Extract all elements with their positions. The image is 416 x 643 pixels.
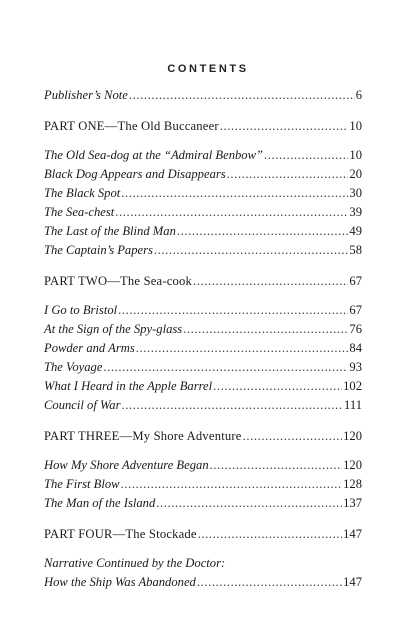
toc-chapter-page: 39	[349, 205, 362, 219]
toc-chapter[interactable]	[44, 475, 362, 494]
toc-chapter[interactable]	[44, 203, 362, 222]
toc-chapter[interactable]	[44, 456, 362, 475]
toc-part-one[interactable]	[44, 117, 362, 136]
toc-chapter-page: 20	[349, 167, 362, 181]
toc-chapter-page: 67	[349, 303, 362, 317]
toc-part-page: 10	[349, 119, 362, 133]
dot-leader	[210, 456, 342, 475]
dot-leader	[243, 427, 343, 446]
toc-chapter-page: 76	[349, 322, 362, 336]
toc-section-intro: Narrative Continued by the Doctor:	[44, 556, 226, 570]
toc-part-title: PART TWO—The Sea-cook	[44, 274, 193, 288]
toc-chapter-page: 84	[349, 341, 362, 355]
toc-chapter-title: How My Shore Adventure Began	[44, 458, 209, 472]
toc-chapter-page: 58	[349, 243, 362, 257]
toc-chapter[interactable]	[44, 165, 362, 184]
toc-chapter-title: At the Sign of the Spy-glass	[44, 322, 183, 336]
dot-leader	[227, 165, 349, 184]
dot-leader	[264, 146, 348, 165]
toc-chapter-title: The Black Spot	[44, 186, 121, 200]
dot-leader	[198, 525, 342, 544]
toc-chapter-title: The Captain’s Papers	[44, 243, 153, 257]
toc-chapter-title: Black Dog Appears and Disappears	[44, 167, 226, 181]
toc-chapter-title: I Go to Bristol	[44, 303, 118, 317]
toc-part-three[interactable]	[44, 427, 362, 446]
contents-heading: CONTENTS	[167, 63, 249, 75]
toc-entry-page: 6	[355, 88, 362, 102]
toc-chapter-title: The First Blow	[44, 477, 120, 491]
toc-part-title: PART FOUR—The Stockade	[44, 527, 197, 541]
toc-chapter[interactable]	[44, 377, 362, 396]
toc-part-title: PART ONE—The Old Buccaneer	[44, 119, 219, 133]
toc-chapter[interactable]	[44, 573, 362, 592]
toc-part-four[interactable]	[44, 525, 362, 544]
toc-entry-publishers-note[interactable]	[44, 86, 362, 105]
toc-chapter-page: 137	[343, 496, 362, 510]
toc-chapter[interactable]	[44, 339, 362, 358]
toc-chapter[interactable]	[44, 396, 362, 415]
dot-leader	[177, 222, 349, 241]
toc-chapter-title: The Man of the Island	[44, 496, 156, 510]
toc-chapter-page: 128	[343, 477, 362, 491]
toc-chapter-title: The Old Sea-dog at the “Admiral Benbow”	[44, 148, 263, 162]
dot-leader	[156, 494, 342, 513]
toc-chapter-page: 111	[344, 398, 362, 412]
toc-chapter[interactable]	[44, 241, 362, 260]
toc-chapter[interactable]	[44, 358, 362, 377]
toc-part-page: 120	[343, 429, 362, 443]
dot-leader	[154, 241, 348, 260]
dot-leader	[115, 203, 348, 222]
toc-chapter-page: 120	[343, 458, 362, 472]
toc-part-page: 147	[343, 527, 362, 541]
table-of-contents	[44, 86, 362, 592]
toc-entry-title: Publisher’s Note	[44, 88, 128, 102]
toc-chapter-title: The Sea-chest	[44, 205, 115, 219]
toc-chapter-page: 93	[349, 360, 362, 374]
dot-leader	[213, 377, 342, 396]
toc-chapter-page: 10	[349, 148, 362, 162]
toc-chapter-title: Powder and Arms	[44, 341, 135, 355]
dot-leader	[129, 86, 355, 105]
dot-leader	[183, 320, 348, 339]
toc-part-title: PART THREE—My Shore Adventure	[44, 429, 242, 443]
toc-chapter-page: 147	[343, 575, 362, 589]
toc-chapter-title: How the Ship Was Abandoned	[44, 575, 196, 589]
dot-leader	[121, 184, 348, 203]
toc-part-two[interactable]	[44, 272, 362, 291]
dot-leader	[103, 358, 348, 377]
toc-chapter[interactable]	[44, 222, 362, 241]
toc-chapter-title: The Voyage	[44, 360, 103, 374]
dot-leader	[122, 396, 344, 415]
toc-chapter-title: The Last of the Blind Man	[44, 224, 176, 238]
toc-chapter[interactable]	[44, 184, 362, 203]
toc-chapter[interactable]	[44, 494, 362, 513]
dot-leader	[193, 272, 348, 291]
toc-chapter[interactable]	[44, 301, 362, 320]
toc-chapter-title: What I Heard in the Apple Barrel	[44, 379, 213, 393]
toc-chapter-page: 49	[349, 224, 362, 238]
dot-leader	[118, 301, 348, 320]
toc-part-page: 67	[349, 274, 362, 288]
toc-chapter-page: 102	[343, 379, 362, 393]
dot-leader	[121, 475, 343, 494]
toc-chapter-title: Council of War	[44, 398, 121, 412]
dot-leader	[220, 117, 349, 136]
dot-leader	[136, 339, 349, 358]
toc-chapter-page: 30	[349, 186, 362, 200]
toc-chapter[interactable]	[44, 146, 362, 165]
toc-chapter[interactable]	[44, 320, 362, 339]
dot-leader	[197, 573, 342, 592]
